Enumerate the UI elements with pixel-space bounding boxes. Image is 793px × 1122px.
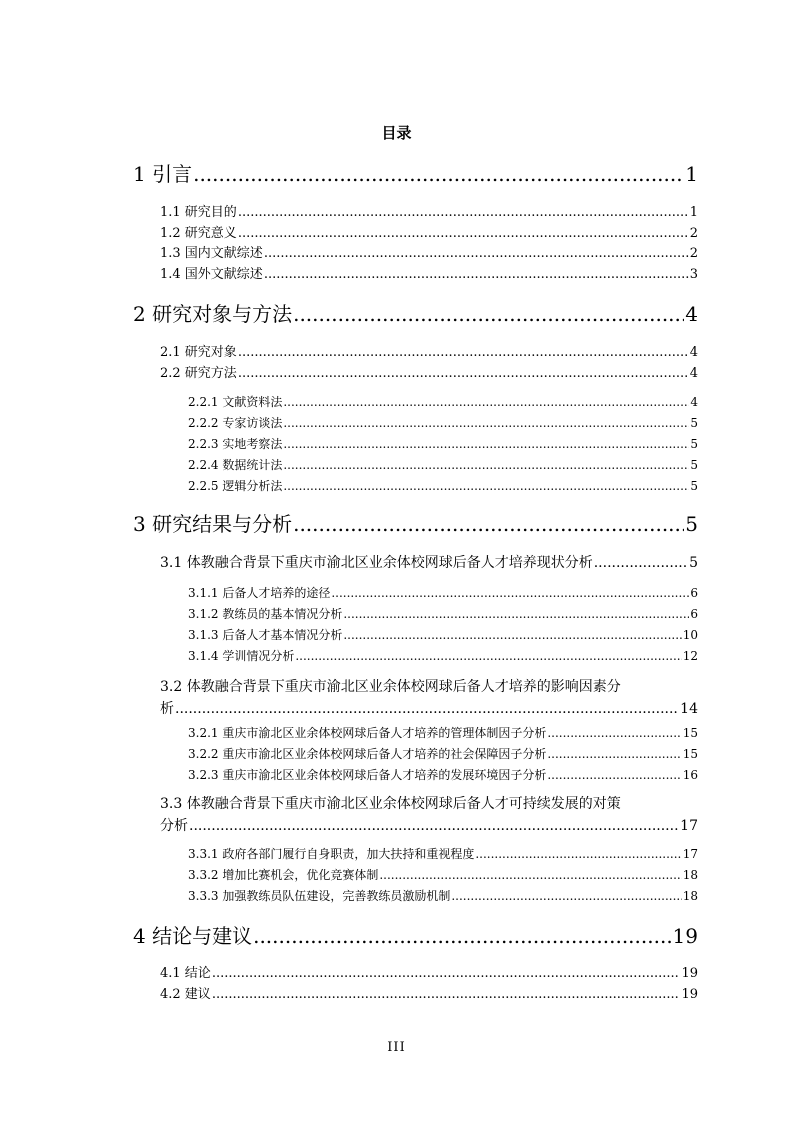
toc-entry-3-3-2[interactable]: [188, 866, 698, 884]
leader-dots: [293, 300, 684, 328]
toc-entry-label-line2: 分析: [160, 818, 188, 834]
toc-entry-3-1-2[interactable]: [188, 605, 698, 623]
toc-entry-3-1-1[interactable]: [188, 584, 698, 602]
toc-entry-label: 3.2.3 重庆市渝北区业余体校网球后备人才培养的发展环境因子分析: [188, 768, 547, 782]
toc-entry-page: 18: [682, 889, 698, 903]
toc-entry-page: 5: [690, 437, 698, 451]
toc-entry-chapter-4[interactable]: [133, 922, 698, 950]
toc-entry-label: 4.1 结论: [160, 966, 211, 981]
toc-entry-label: 1.2 研究意义: [160, 226, 237, 241]
toc-entry-label: 2.2.1 文献资料法: [188, 395, 283, 409]
toc-entry-page: 19: [681, 966, 698, 981]
toc-entry-page: 15: [682, 747, 698, 761]
toc-entry-chapter-3[interactable]: [133, 510, 698, 538]
toc-entry-label-line1: 3.3 体教融合背景下重庆市渝北区业余体校网球后备人才可持续发展的对策: [160, 796, 621, 812]
toc-entry-1-2[interactable]: [160, 225, 698, 243]
toc-entry-page: 16: [682, 768, 698, 782]
leader-dots: [343, 626, 681, 644]
toc-entry-label: 2.2.5 逻辑分析法: [188, 479, 283, 493]
toc-entry-2-2-3[interactable]: [188, 435, 698, 453]
leader-dots: [193, 160, 684, 188]
toc-entry-1-4[interactable]: [160, 266, 698, 284]
toc-entry-label: 4.2 建议: [160, 987, 211, 1002]
leader-dots: [295, 647, 681, 665]
toc-entry-label: 3.1.3 后备人才基本情况分析: [188, 628, 343, 642]
toc-entry-3-1[interactable]: [160, 554, 698, 572]
toc-entry-label: 2.2 研究方法: [160, 366, 237, 381]
toc-entry-page: 6: [690, 586, 698, 600]
toc-entry-label: 2.2.2 专家访谈法: [188, 416, 283, 430]
toc-entry-page: 1: [689, 205, 698, 220]
toc-entry-4-1[interactable]: [160, 965, 698, 983]
leader-dots: [212, 986, 681, 1004]
toc-entry-label: 3.1 体教融合背景下重庆市渝北区业余体校网球后备人才培养现状分析: [160, 555, 593, 571]
leader-dots: [547, 766, 681, 784]
toc-entry-label: 3.1.2 教练员的基本情况分析: [188, 607, 343, 621]
leader-dots: [212, 965, 681, 983]
toc-entry-page: 4: [690, 395, 698, 409]
toc-entry-2-2-2[interactable]: [188, 414, 698, 432]
toc-entry-label: 3.3.2 增加比赛机会，优化竞赛体制: [188, 868, 379, 882]
leader-dots: [238, 344, 689, 362]
toc-entry-page: 3: [689, 267, 698, 282]
toc-entry-label: 3.1.1 后备人才培养的途径: [188, 586, 331, 600]
toc-entry-1-1[interactable]: [160, 204, 698, 222]
toc-entry-chapter-2[interactable]: [133, 300, 698, 328]
toc-entry-page: 14: [680, 701, 698, 717]
toc-entry-label: 3.2.2 重庆市渝北区业余体校网球后备人才培养的社会保障因子分析: [188, 747, 547, 761]
toc-entry-3-2-3[interactable]: [188, 766, 698, 784]
toc-entry-label: 3.2.1 重庆市渝北区业余体校网球后备人才培养的管理体制因子分析: [188, 726, 547, 740]
page-number: III: [387, 1040, 406, 1055]
toc-title: 目录: [381, 124, 412, 142]
toc-entry-page: 5: [690, 458, 698, 472]
leader-dots: [343, 605, 689, 623]
toc-entry-3-2[interactable]: [160, 676, 698, 720]
leader-dots: [253, 922, 671, 950]
toc-entry-page: 19: [672, 924, 698, 948]
toc-entry-page: 17: [682, 847, 698, 861]
toc-entry-page: 2: [689, 226, 698, 241]
toc-entry-3-3-3[interactable]: [188, 887, 698, 905]
toc-entry-line2: [160, 815, 698, 837]
leader-dots: [547, 745, 681, 763]
toc-entry-3-2-2[interactable]: [188, 745, 698, 763]
leader-dots: [293, 510, 684, 538]
toc-entry-page: 1: [685, 162, 698, 186]
toc-entry-page: 4: [685, 302, 698, 326]
leader-dots: [379, 866, 681, 884]
toc-entry-2-2-5[interactable]: [188, 477, 698, 495]
leader-dots: [475, 845, 681, 863]
leader-dots: [547, 724, 681, 742]
toc-entry-label-line2: 析: [160, 701, 174, 717]
leader-dots: [238, 365, 689, 383]
leader-dots: [283, 393, 689, 411]
leader-dots: [594, 554, 688, 572]
toc-entry-3-1-3[interactable]: [188, 626, 698, 644]
leader-dots: [189, 815, 679, 837]
toc-entry-label: 3.3.1 政府各部门履行自身职责，加大扶持和重视程度: [188, 847, 475, 861]
toc-entry-label: 3 研究结果与分析: [133, 512, 293, 536]
leader-dots: [283, 414, 689, 432]
leader-dots: [451, 887, 681, 905]
toc-entry-label: 2.2.4 数据统计法: [188, 458, 283, 472]
toc-entry-label: 2.1 研究对象: [160, 345, 237, 360]
leader-dots: [175, 698, 679, 720]
toc-entry-label: 4 结论与建议: [133, 924, 253, 948]
toc-entry-page: 6: [690, 607, 698, 621]
toc-entry-label-line1: 3.2 体教融合背景下重庆市渝北区业余体校网球后备人才培养的影响因素分: [160, 679, 621, 695]
toc-entry-4-2[interactable]: [160, 986, 698, 1004]
toc-entry-page: 15: [682, 726, 698, 740]
toc-entry-label: 2 研究对象与方法: [133, 302, 293, 326]
toc-entry-2-2-4[interactable]: [188, 456, 698, 474]
toc-entry-1-3[interactable]: [160, 245, 698, 263]
toc-entry-page: 10: [682, 628, 698, 642]
toc-entry-page: 5: [685, 512, 698, 536]
toc-entry-label: 2.2.3 实地考察法: [188, 437, 283, 451]
toc-entry-label: 3.1.4 学训情况分析: [188, 649, 295, 663]
toc-entry-page: 18: [682, 868, 698, 882]
toc-entry-3-3[interactable]: [160, 793, 698, 837]
toc-entry-page: 4: [689, 345, 698, 360]
toc-entry-page: 5: [690, 416, 698, 430]
leader-dots: [331, 584, 689, 602]
toc-entry-page: 12: [682, 649, 698, 663]
toc-entry-label: 1.4 国外文献综述: [160, 267, 263, 282]
leader-dots: [264, 266, 689, 284]
toc-entry-chapter-1[interactable]: [133, 160, 698, 188]
toc-entry-3-1-4[interactable]: [188, 647, 698, 665]
leader-dots: [264, 245, 689, 263]
toc-entry-page: 5: [690, 479, 698, 493]
toc-entry-label: 1 引言: [133, 162, 193, 186]
toc-entry-page: 19: [681, 987, 698, 1002]
toc-entry-page: 2: [689, 246, 698, 261]
toc-entry-page: 5: [689, 555, 698, 571]
toc-entry-label: 1.1 研究目的: [160, 205, 237, 220]
toc-entry-2-2-1[interactable]: [188, 393, 698, 411]
toc-entry-2-2[interactable]: [160, 365, 698, 383]
toc-entry-3-3-1[interactable]: [188, 845, 698, 863]
leader-dots: [283, 477, 689, 495]
toc-entry-label: 1.3 国内文献综述: [160, 246, 263, 261]
toc-entry-label: 3.3.3 加强教练员队伍建设，完善教练员激励机制: [188, 889, 451, 903]
toc-entry-2-1[interactable]: [160, 344, 698, 362]
leader-dots: [283, 456, 689, 474]
leader-dots: [238, 225, 689, 243]
leader-dots: [283, 435, 689, 453]
toc-entry-page: 17: [680, 818, 698, 834]
toc-entry-3-2-1[interactable]: [188, 724, 698, 742]
toc-entry-line2: [160, 698, 698, 720]
toc-entry-page: 4: [689, 366, 698, 381]
leader-dots: [238, 204, 689, 222]
